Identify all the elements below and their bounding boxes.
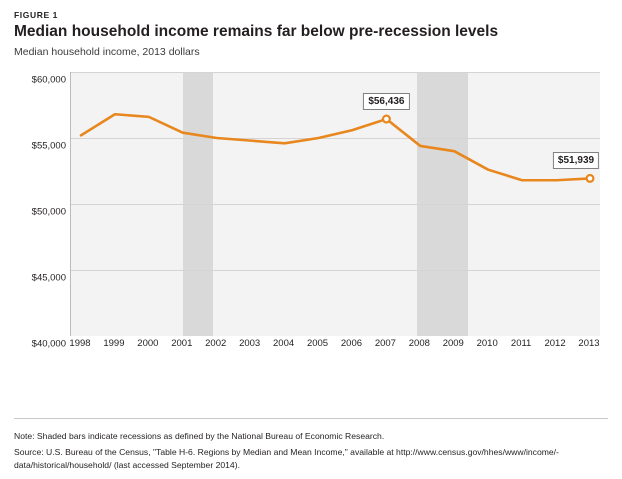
figure-header (0, 0, 622, 58)
x-axis-tick-label: 2006 (340, 337, 363, 349)
x-axis-tick-label: 2010 (476, 337, 498, 349)
y-axis (14, 72, 66, 350)
figure-footer (14, 430, 608, 471)
chart-container (14, 64, 608, 374)
footer-divider (14, 418, 608, 419)
x-axis-tick-label: 2004 (273, 337, 295, 349)
y-axis-tick-label: $55,000 (31, 140, 66, 152)
plot-area (70, 72, 600, 336)
plot-inner (71, 72, 600, 336)
figure-label: FIGURE 1 (14, 10, 59, 20)
data-callout-1: $56,436 (363, 93, 409, 110)
y-axis-tick-label: $45,000 (31, 272, 66, 284)
income-line-series (71, 72, 600, 336)
x-axis-tick-label: 2012 (544, 337, 566, 349)
x-axis-tick-label: 2002 (205, 337, 227, 349)
y-axis-tick-label: $50,000 (31, 206, 66, 218)
data-callout-2: $51,939 (553, 152, 599, 169)
x-axis-tick-label: 1998 (69, 337, 91, 349)
figure-note: Note: Shaded bars indicate recessions as defined by the National Bureau of Economic Research. (14, 430, 385, 441)
x-axis (70, 338, 600, 354)
x-axis-tick-label: 2009 (442, 337, 464, 349)
x-axis-tick-label: 2007 (374, 337, 396, 349)
page-subtitle: Median household income, 2013 dollars (14, 45, 200, 58)
x-axis-tick-label: 2013 (578, 337, 600, 349)
figure-source: Source: U.S. Bureau of the Census, "Table H-6. Regions by Median and Mean Income," available at http://www.census.gov/hhes/www/income/-data/historical/household/ (last accessed September 2014). (14, 447, 559, 470)
x-axis-tick-label: 2000 (137, 337, 159, 349)
x-axis-tick-label: 2005 (306, 337, 329, 349)
page-title: Median household income remains far below pre-recession levels (14, 23, 499, 40)
x-axis-tick-label: 1999 (103, 337, 125, 349)
x-axis-tick-label: 2008 (408, 337, 430, 349)
x-axis-tick-label: 2003 (239, 337, 261, 349)
x-axis-tick-label: 2001 (171, 337, 193, 349)
y-axis-tick-label: $40,000 (31, 338, 66, 350)
x-axis-tick-label: 2011 (510, 337, 532, 349)
y-axis-tick-label: $60,000 (31, 74, 66, 86)
